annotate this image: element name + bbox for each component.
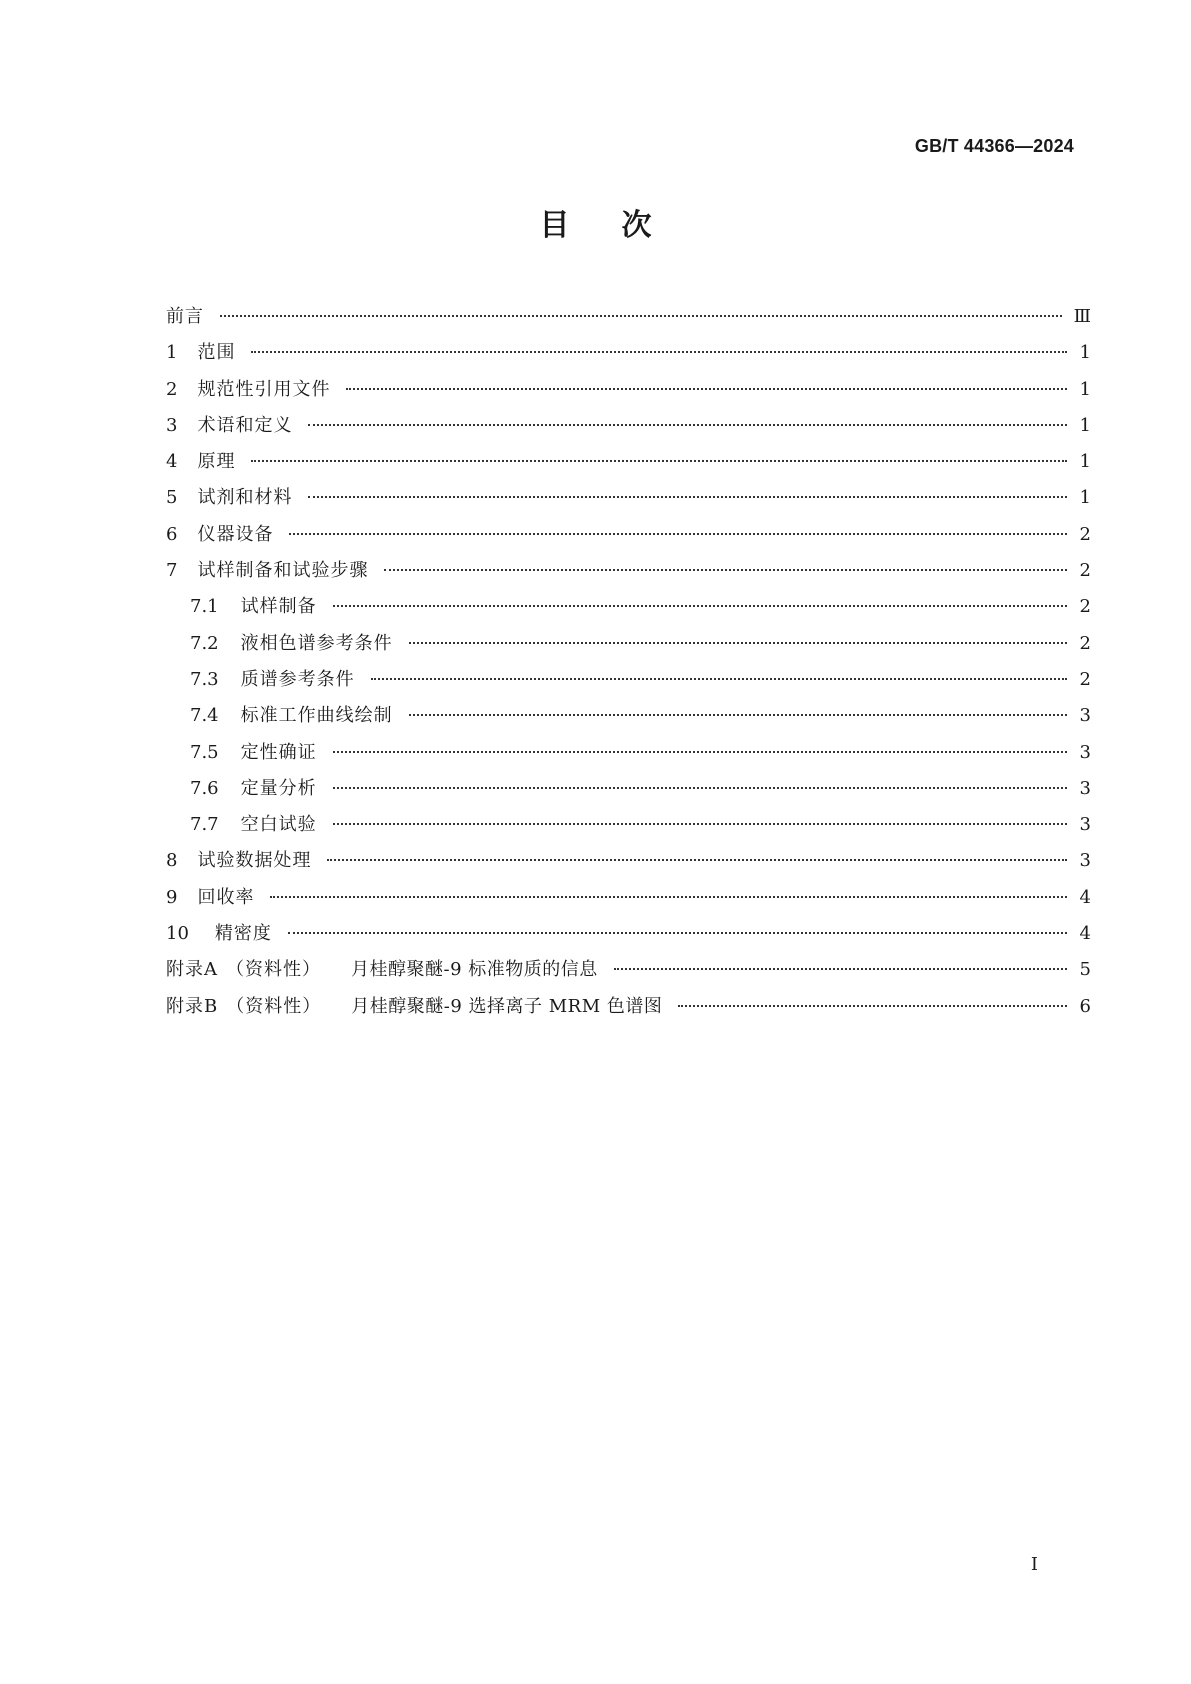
dot-leader bbox=[371, 678, 1067, 680]
toc-entry-number: 6 bbox=[166, 523, 178, 545]
toc-entry-label: 仪器设备 bbox=[197, 523, 274, 545]
toc-entry-page: 2 bbox=[1079, 632, 1091, 654]
toc-entry-page: 3 bbox=[1079, 705, 1091, 727]
toc-entry-foreword[interactable] bbox=[166, 302, 1091, 338]
toc-entry-7-5[interactable] bbox=[166, 738, 1091, 774]
dot-leader bbox=[308, 424, 1067, 426]
page-title: 目次 bbox=[539, 208, 704, 243]
dot-leader bbox=[288, 932, 1067, 934]
toc-entry-page: 2 bbox=[1079, 668, 1091, 690]
toc-entry-number: 7.7 bbox=[190, 814, 219, 836]
toc-entry-number: 1 bbox=[166, 342, 178, 364]
dot-leader bbox=[251, 460, 1067, 462]
toc-entry-page: 6 bbox=[1079, 995, 1091, 1017]
toc-entry-label: 试验数据处理 bbox=[197, 850, 312, 872]
table-of-contents bbox=[166, 302, 1091, 1028]
toc-entry-7-2[interactable] bbox=[166, 629, 1091, 665]
toc-entry-label: 标准工作曲线绘制 bbox=[240, 705, 393, 727]
dot-leader bbox=[384, 569, 1067, 571]
dot-leader bbox=[270, 896, 1067, 898]
toc-entry-page: 2 bbox=[1079, 596, 1091, 618]
dot-leader bbox=[614, 968, 1067, 970]
toc-entry-2[interactable] bbox=[166, 375, 1091, 411]
dot-leader bbox=[220, 315, 1062, 317]
toc-entry-number: 4 bbox=[166, 451, 178, 473]
toc-entry-number: 7 bbox=[166, 560, 178, 582]
dot-leader bbox=[678, 1005, 1067, 1007]
toc-entry-number: 7.3 bbox=[190, 668, 219, 690]
toc-entry-6[interactable] bbox=[166, 520, 1091, 556]
toc-entry-7-4[interactable] bbox=[166, 701, 1091, 737]
toc-entry-10[interactable] bbox=[166, 919, 1091, 955]
toc-entry-number: 7.2 bbox=[190, 632, 219, 654]
toc-entry-label: 液相色谱参考条件 bbox=[240, 632, 393, 654]
toc-entry-number: 3 bbox=[166, 414, 178, 436]
dot-leader bbox=[409, 714, 1067, 716]
toc-entry-7[interactable] bbox=[166, 556, 1091, 592]
toc-entry-number: 5 bbox=[166, 487, 178, 509]
annex-title: 月桂醇聚醚-9 选择离子 MRM 色谱图 bbox=[351, 995, 663, 1017]
toc-entry-label: 原理 bbox=[197, 451, 236, 473]
toc-entry-3[interactable] bbox=[166, 411, 1091, 447]
toc-entry-number: 9 bbox=[166, 886, 178, 908]
toc-entry-label: 定性确证 bbox=[240, 741, 317, 763]
toc-entry-label: 质谱参考条件 bbox=[240, 668, 355, 690]
annex-type: （资料性） bbox=[226, 959, 321, 981]
toc-entry-page: 5 bbox=[1079, 959, 1091, 981]
toc-entry-page: 1 bbox=[1079, 487, 1091, 509]
toc-entry-number: 7.1 bbox=[190, 596, 219, 618]
toc-entry-page: 3 bbox=[1079, 741, 1091, 763]
toc-entry-label: 定量分析 bbox=[240, 777, 317, 799]
toc-entry-label: 前言 bbox=[166, 306, 204, 327]
toc-entry-label: 术语和定义 bbox=[197, 414, 293, 436]
toc-entry-page: 3 bbox=[1079, 777, 1091, 799]
toc-entry-1[interactable] bbox=[166, 338, 1091, 374]
toc-entry-page: 2 bbox=[1079, 523, 1091, 545]
dot-leader bbox=[333, 751, 1067, 753]
toc-entry-page: 1 bbox=[1079, 451, 1091, 473]
toc-entry-label: 试剂和材料 bbox=[197, 487, 293, 509]
toc-entry-annex-b[interactable] bbox=[166, 992, 1091, 1028]
dot-leader bbox=[308, 496, 1067, 498]
toc-entry-label: 规范性引用文件 bbox=[197, 378, 331, 400]
toc-entry-page: 2 bbox=[1079, 560, 1091, 582]
annex-number: 附录B bbox=[166, 995, 219, 1017]
annex-title: 月桂醇聚醚-9 标准物质的信息 bbox=[351, 959, 598, 981]
toc-entry-number: 10 bbox=[166, 923, 189, 945]
toc-entry-7-6[interactable] bbox=[166, 774, 1091, 810]
toc-entry-7-1[interactable] bbox=[166, 592, 1091, 628]
dot-leader bbox=[289, 533, 1067, 535]
toc-entry-number: 7.6 bbox=[190, 777, 219, 799]
toc-entry-page: 1 bbox=[1079, 378, 1091, 400]
toc-entry-annex-a[interactable] bbox=[166, 955, 1091, 991]
toc-entry-number: 7.4 bbox=[190, 705, 219, 727]
dot-leader bbox=[333, 605, 1067, 607]
dot-leader bbox=[333, 823, 1067, 825]
toc-entry-label: 范围 bbox=[197, 342, 236, 364]
dot-leader bbox=[327, 859, 1067, 861]
footer-page-number: Ⅰ bbox=[1030, 1554, 1038, 1575]
dot-leader bbox=[251, 351, 1067, 353]
annex-number: 附录A bbox=[166, 959, 218, 981]
toc-entry-label: 精密度 bbox=[214, 923, 272, 945]
dot-leader bbox=[346, 388, 1067, 390]
toc-entry-page: 1 bbox=[1079, 414, 1091, 436]
toc-entry-4[interactable] bbox=[166, 447, 1091, 483]
toc-entry-7-3[interactable] bbox=[166, 665, 1091, 701]
toc-entry-5[interactable] bbox=[166, 483, 1091, 519]
toc-entry-page: 3 bbox=[1079, 850, 1091, 872]
toc-entry-8[interactable] bbox=[166, 846, 1091, 882]
toc-entry-page: 4 bbox=[1079, 886, 1091, 908]
dot-leader bbox=[409, 642, 1067, 644]
annex-type: （资料性） bbox=[226, 995, 322, 1017]
toc-entry-page: 1 bbox=[1079, 342, 1091, 364]
toc-entry-number: 8 bbox=[166, 850, 178, 872]
toc-entry-9[interactable] bbox=[166, 883, 1091, 919]
toc-entry-number: 2 bbox=[166, 378, 178, 400]
toc-entry-page: 3 bbox=[1079, 814, 1091, 836]
dot-leader bbox=[333, 787, 1067, 789]
toc-entry-7-7[interactable] bbox=[166, 810, 1091, 846]
toc-entry-label: 试样制备 bbox=[240, 596, 317, 618]
toc-entry-page: Ⅲ bbox=[1073, 306, 1091, 327]
toc-entry-number: 7.5 bbox=[190, 741, 219, 763]
toc-entry-label: 试样制备和试验步骤 bbox=[197, 560, 369, 582]
toc-entry-page: 4 bbox=[1079, 923, 1091, 945]
toc-entry-label: 空白试验 bbox=[240, 814, 317, 836]
standard-code: GB/T 44366—2024 bbox=[914, 136, 1074, 156]
toc-entry-label: 回收率 bbox=[197, 886, 255, 908]
